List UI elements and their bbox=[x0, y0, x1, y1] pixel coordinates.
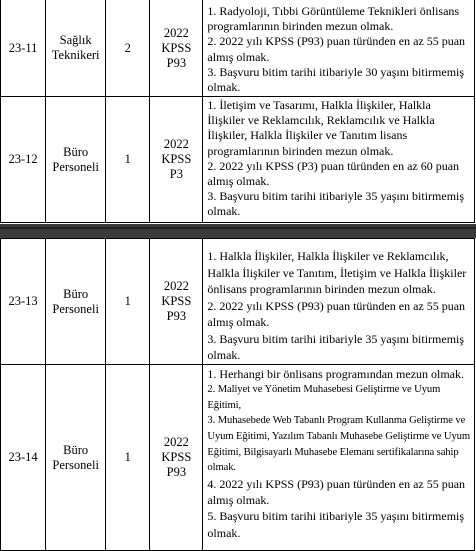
position-count: 1 bbox=[106, 365, 150, 551]
table-row bbox=[1, 0, 475, 97]
position-code: 23-11 bbox=[1, 0, 46, 97]
position-title: Büro Personeli bbox=[46, 239, 106, 365]
position-title: Büro Personeli bbox=[46, 97, 106, 223]
positions-table-2 bbox=[0, 238, 475, 551]
position-title: Sağlık Teknikeri bbox=[46, 0, 106, 97]
position-code: 23-14 bbox=[1, 365, 46, 551]
requirements: 1. Radyoloji, Tıbbi Görüntüleme Teknikleri önlisans programlarının birinden mezun olmak. 2. 2022 yılı KPSS (P93) puan türünden en az 55 puan almış olmak. 3. Başvuru bitim tarihi itibariyle 30 yaşını bitirmemiş olmak. bbox=[203, 0, 475, 97]
position-code: 23-12 bbox=[1, 97, 46, 223]
position-count: 2 bbox=[106, 0, 150, 97]
requirements: 1. Herhangi bir önlisans programından mezun olmak. 2. Maliyet ve Yönetim Muhasebesi Geliştirme ve Uyum Eğitimi, 3. Muhasebede Web Tabanlı Program Kullanma Geliştirme ve Uyum Eğitimi, Yazılım Tabanlı Muhasebe Geliştirme ve Uyum Eğitimi, Bilgisayarlı Muhasebe Elemanı sertifikalarına sahip olmak. 4. 2022 yılı KPSS (P93) puan türünden en az 55 puan almış olmak. 5. Başvuru bitim tarihi itibariyle 35 yaşını bitirmemiş olmak. bbox=[203, 365, 475, 551]
positions-table-1 bbox=[0, 0, 475, 223]
position-count: 1 bbox=[106, 97, 150, 223]
requirements: 1. Halkla İlişkiler, Halkla İlişkiler ve Reklamcılık, Halkla İlişkiler ve Tanıtım, İletişim ve Halkla İlişkiler önlisans programlarının birinden mezun olmak. 2. 2022 yılı KPSS (P93) puan türünden en az 55 puan almış olmak. 3. Başvuru bitim tarihi itibariyle 35 yaşını bitirmemiş olmak. bbox=[203, 239, 475, 365]
table-row bbox=[1, 365, 475, 551]
position-title: Büro Personeli bbox=[46, 365, 106, 551]
page-break-band bbox=[0, 224, 476, 238]
position-code: 23-13 bbox=[1, 239, 46, 365]
table-row bbox=[1, 97, 475, 223]
exam-type: 2022 KPSS P3 bbox=[150, 97, 203, 223]
table-row bbox=[1, 239, 475, 365]
requirements: 1. İletişim ve Tasarımı, Halkla İlişkiler, Halkla İlişkiler ve Reklamcılık, Reklamcılık ve Halkla İlişkiler, Halkla İlişkiler ve Tanıtım lisans programlarının birinden mezun olmak. 2. 2022 yılı KPSS (P3) puan türünden en az 60 puan almış olmak. 3. Başvuru bitim tarihi itibariyle 35 yaşını bitirmemiş olmak. bbox=[203, 97, 475, 223]
exam-type: 2022 KPSS P93 bbox=[150, 365, 203, 551]
position-count: 1 bbox=[106, 239, 150, 365]
exam-type: 2022 KPSS P93 bbox=[150, 0, 203, 97]
exam-type: 2022 KPSS P93 bbox=[150, 239, 203, 365]
